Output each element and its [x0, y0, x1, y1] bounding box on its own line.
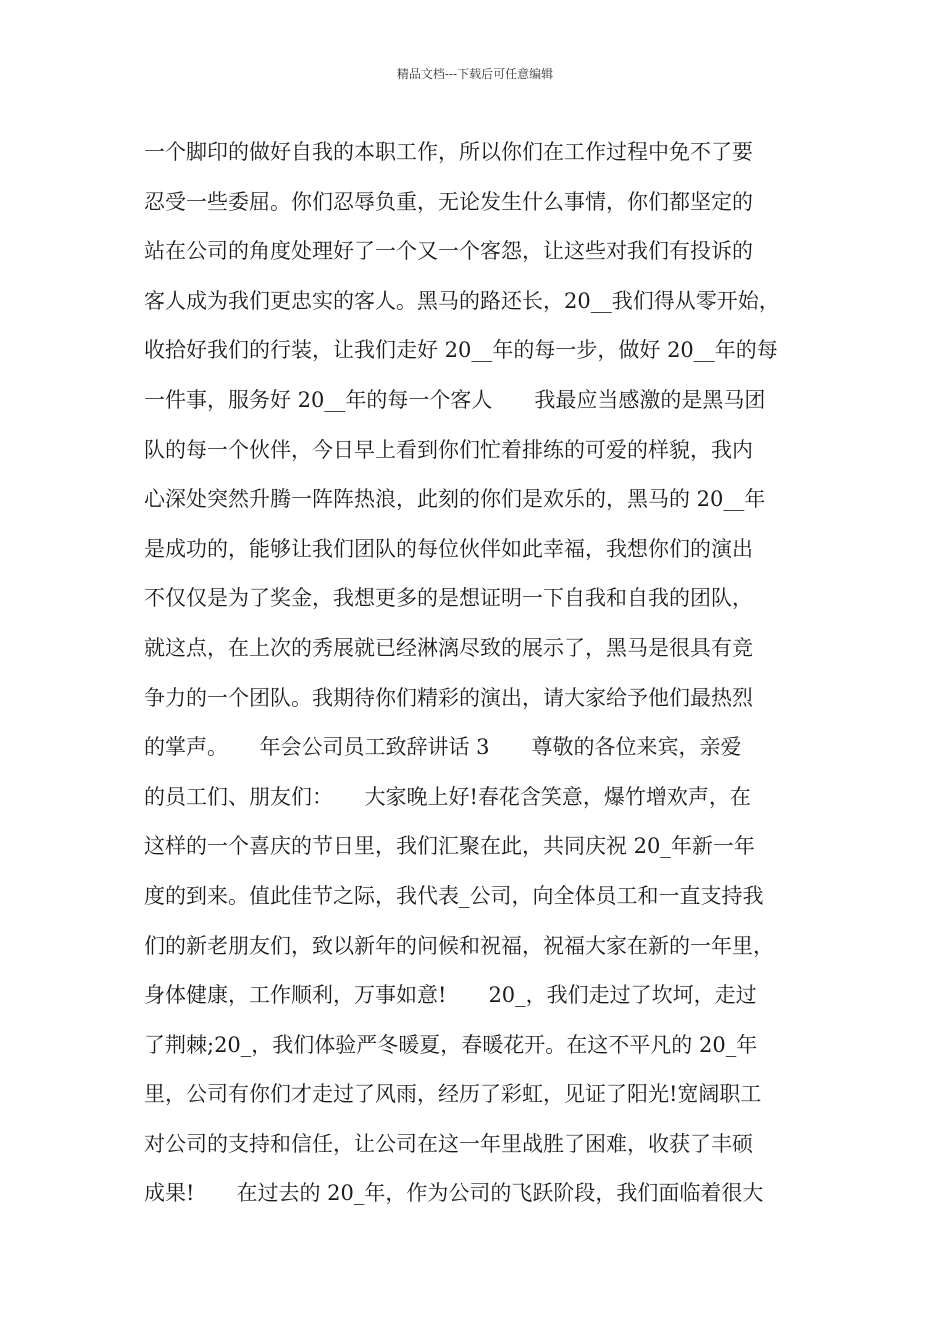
- text-line: 对公司的支持和信任，让公司在这一年里战胜了困难，收获了丰硕: [144, 1131, 753, 1156]
- document-body: [144, 128, 834, 1219]
- text-line: 忍受一些委屈。你们忍辱负重，无论发生什么事情，你们都坚定的: [144, 189, 753, 214]
- text-line: 就这点，在上次的秀展就已经淋漓尽致的展示了，黑马是很具有竞: [144, 635, 753, 660]
- text-line: 不仅仅是为了奖金，我想更多的是想证明一下自我和自我的团队，: [144, 586, 753, 611]
- text-line: 一个脚印的做好自我的本职工作，所以你们在工作过程中免不了要: [144, 140, 753, 164]
- text-line: 这样的一个喜庆的节日里，我们汇聚在此，共同庆祝 20_年新一年: [144, 834, 755, 859]
- text-line: 们的新老朋友们，致以新年的问候和祝福，祝福大家在新的一年里，: [144, 933, 774, 958]
- text-line: 一件事，服务好 20__年的每一个客人 我最应当感激的是黑马团: [144, 387, 766, 412]
- text-line: 客人成为我们更忠实的客人。黑马的路还长，20__我们得从零开始，: [144, 288, 780, 313]
- page-header: 精品文档---下载后可任意编辑: [396, 67, 554, 81]
- text-line: 心深处突然升腾一阵阵热浪，此刻的你们是欢乐的，黑马的 20__年: [144, 487, 766, 512]
- text-line: 站在公司的角度处理好了一个又一个客怨，让这些对我们有投诉的: [144, 239, 753, 264]
- text-line: 的掌声。 年会公司员工致辞讲话 3 尊敬的各位来宾，亲爱: [144, 735, 742, 760]
- text-line: 了荆棘;20_，我们体验严冬暖夏，春暖花开。在这不平凡的 20_年: [144, 1032, 758, 1057]
- text-line: 度的到来。值此佳节之际，我代表_公司，向全体员工和一直支持我: [144, 883, 764, 908]
- text-line: 收拾好我们的行装，让我们走好 20__年的每一步，做好 20__年的每: [144, 338, 778, 363]
- text-line: 的员工们、朋友们： 大家晚上好!春花含笑意，爆竹增欢声，在: [144, 784, 751, 809]
- text-line: 队的每一个伙伴，今日早上看到你们忙着排练的可爱的样貌，我内: [144, 437, 753, 462]
- text-line: 成果! 在过去的 20_年，作为公司的飞跃阶段，我们面临着很大: [144, 1181, 764, 1206]
- text-line: 争力的一个团队。我期待你们精彩的演出，请大家给予他们最热烈: [144, 685, 753, 710]
- text-line: 是成功的，能够让我们团队的每位伙伴如此幸福，我想你们的演出: [144, 536, 753, 561]
- text-line: 里，公司有你们才走过了风雨，经历了彩虹，见证了阳光!宽阔职工: [144, 1082, 762, 1107]
- text-line: 身体健康，工作顺利，万事如意! 20_，我们走过了坎坷，走过: [144, 983, 757, 1008]
